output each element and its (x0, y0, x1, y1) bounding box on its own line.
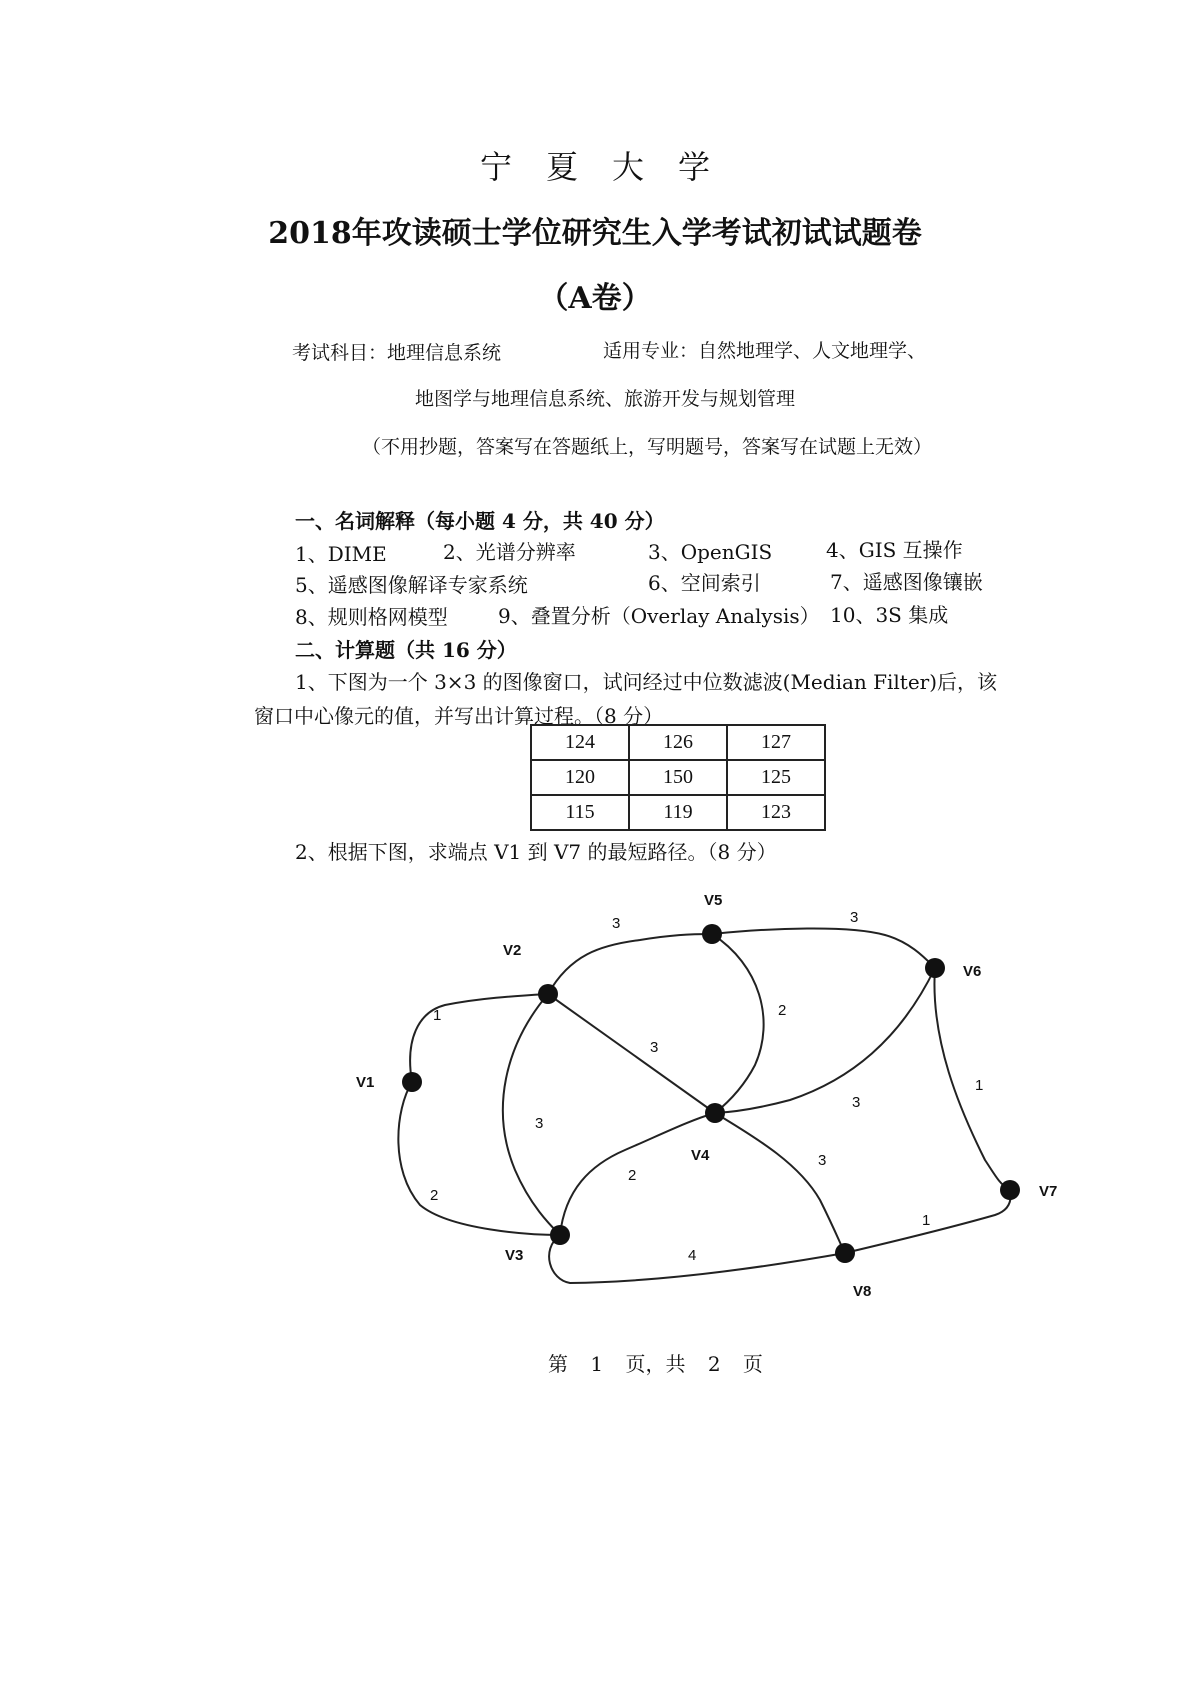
edge-v2-v4 (548, 994, 715, 1113)
node-v4 (705, 1103, 725, 1123)
exam-title: 2018年攻读硕士学位研究生入学考试初试试题卷 (268, 216, 922, 251)
pixel-cell: 123 (727, 795, 825, 830)
edge-v6-v4 (715, 968, 935, 1113)
question1-line1: 1、下图为一个 3×3 的图像窗口，试问经过中位数滤波(Median Filter)后，该 (295, 670, 998, 694)
term-item: 7、遥感图像镶嵌 (830, 570, 983, 594)
edge-weight: 1 (433, 1007, 442, 1024)
edge-weight: 3 (612, 915, 621, 932)
edge-v6-v7 (934, 968, 1010, 1190)
node-v1 (402, 1072, 422, 1092)
edge-v5-v4 (712, 934, 764, 1113)
section1-heading: 一、名词解释（每小题 4 分，共 40 分） (295, 509, 665, 533)
exam-note: （不用抄题，答案写在答题纸上，写明题号，答案写在试题上无效） (362, 436, 933, 458)
term-item: 8、规则格网模型 (295, 605, 448, 629)
node-label: V2 (503, 942, 522, 959)
edge-weight: 3 (535, 1115, 544, 1132)
edge-weight: 1 (922, 1212, 931, 1229)
pixel-cell: 119 (629, 795, 727, 830)
term-item: 4、GIS 互操作 (826, 538, 963, 562)
node-label: V8 (853, 1283, 872, 1300)
pixel-cell: 120 (531, 760, 629, 795)
node-v6 (925, 958, 945, 978)
term-item: 5、遥感图像解译专家系统 (295, 573, 528, 597)
edge-v2-v3 (503, 994, 560, 1235)
node-label: V1 (356, 1074, 375, 1091)
subject-value: 地理信息系统 (387, 342, 502, 364)
volume-label: （A卷） (538, 281, 652, 316)
edge-v1-v3 (398, 1082, 560, 1235)
node-v3 (550, 1225, 570, 1245)
section2-heading: 二、计算题（共 16 分） (295, 638, 517, 662)
node-v7 (1000, 1180, 1020, 1200)
footer-mid: 页，共 (625, 1352, 686, 1376)
term-item: 10、3S 集成 (830, 603, 949, 627)
node-v8 (835, 1243, 855, 1263)
node-v2 (538, 984, 558, 1004)
pixel-cell: 150 (629, 760, 727, 795)
edge-v4-v8 (715, 1113, 845, 1253)
page-footer (548, 1348, 763, 1377)
edge-v3-v8 (549, 1235, 845, 1283)
pixel-cell: 125 (727, 760, 825, 795)
pixel-cell: 126 (629, 725, 727, 760)
node-label: V6 (963, 963, 982, 980)
edge-weight: 3 (852, 1094, 861, 1111)
question1-line2: 窗口中心像元的值，并写出计算过程。（8 分） (254, 704, 664, 728)
term-item: 1、DIME (295, 542, 387, 566)
edge-weight: 1 (975, 1077, 984, 1094)
edge-weight: 2 (778, 1002, 787, 1019)
node-label: V7 (1039, 1183, 1058, 1200)
footer-suffix: 页 (742, 1352, 763, 1376)
pixel-cell: 127 (727, 725, 825, 760)
node-label: V3 (505, 1247, 524, 1264)
subject-label: 考试科目： (292, 342, 388, 364)
majors-label: 适用专业： (603, 340, 699, 362)
edge-v5-v6 (712, 928, 935, 968)
term-item: 2、光谱分辨率 (443, 540, 576, 564)
majors-line-2: 地图学与地理信息系统、旅游开发与规划管理 (415, 388, 796, 410)
footer-prefix: 第 (548, 1352, 568, 1376)
footer-page-num: 1 (590, 1352, 604, 1376)
footer-page-total: 2 (707, 1352, 721, 1376)
edge-v2-v5 (548, 934, 712, 994)
term-item: 6、空间索引 (648, 571, 761, 595)
term-item: 9、叠置分析（Overlay Analysis） (498, 604, 820, 628)
edge-v1-v2 (410, 994, 548, 1082)
edge-weight: 2 (430, 1187, 439, 1204)
edge-weight: 2 (628, 1167, 637, 1184)
edge-weight: 3 (650, 1039, 659, 1056)
university-name: 宁夏大学 (479, 148, 744, 186)
edge-weight: 3 (850, 909, 859, 926)
edge-weight: 4 (688, 1247, 697, 1264)
node-label: V5 (704, 892, 723, 909)
pixel-cell: 115 (531, 795, 629, 830)
majors-value-1: 自然地理学、人文地理学、 (698, 340, 927, 362)
term-item: 3、OpenGIS (648, 540, 773, 564)
edge-weight: 3 (818, 1152, 827, 1169)
pixel-cell: 124 (531, 725, 629, 760)
node-v5 (702, 924, 722, 944)
node-label: V4 (691, 1147, 710, 1164)
edge-v3-v4 (560, 1113, 715, 1235)
question2: 2、根据下图，求端点 V1 到 V7 的最短路径。（8 分） (295, 840, 777, 864)
